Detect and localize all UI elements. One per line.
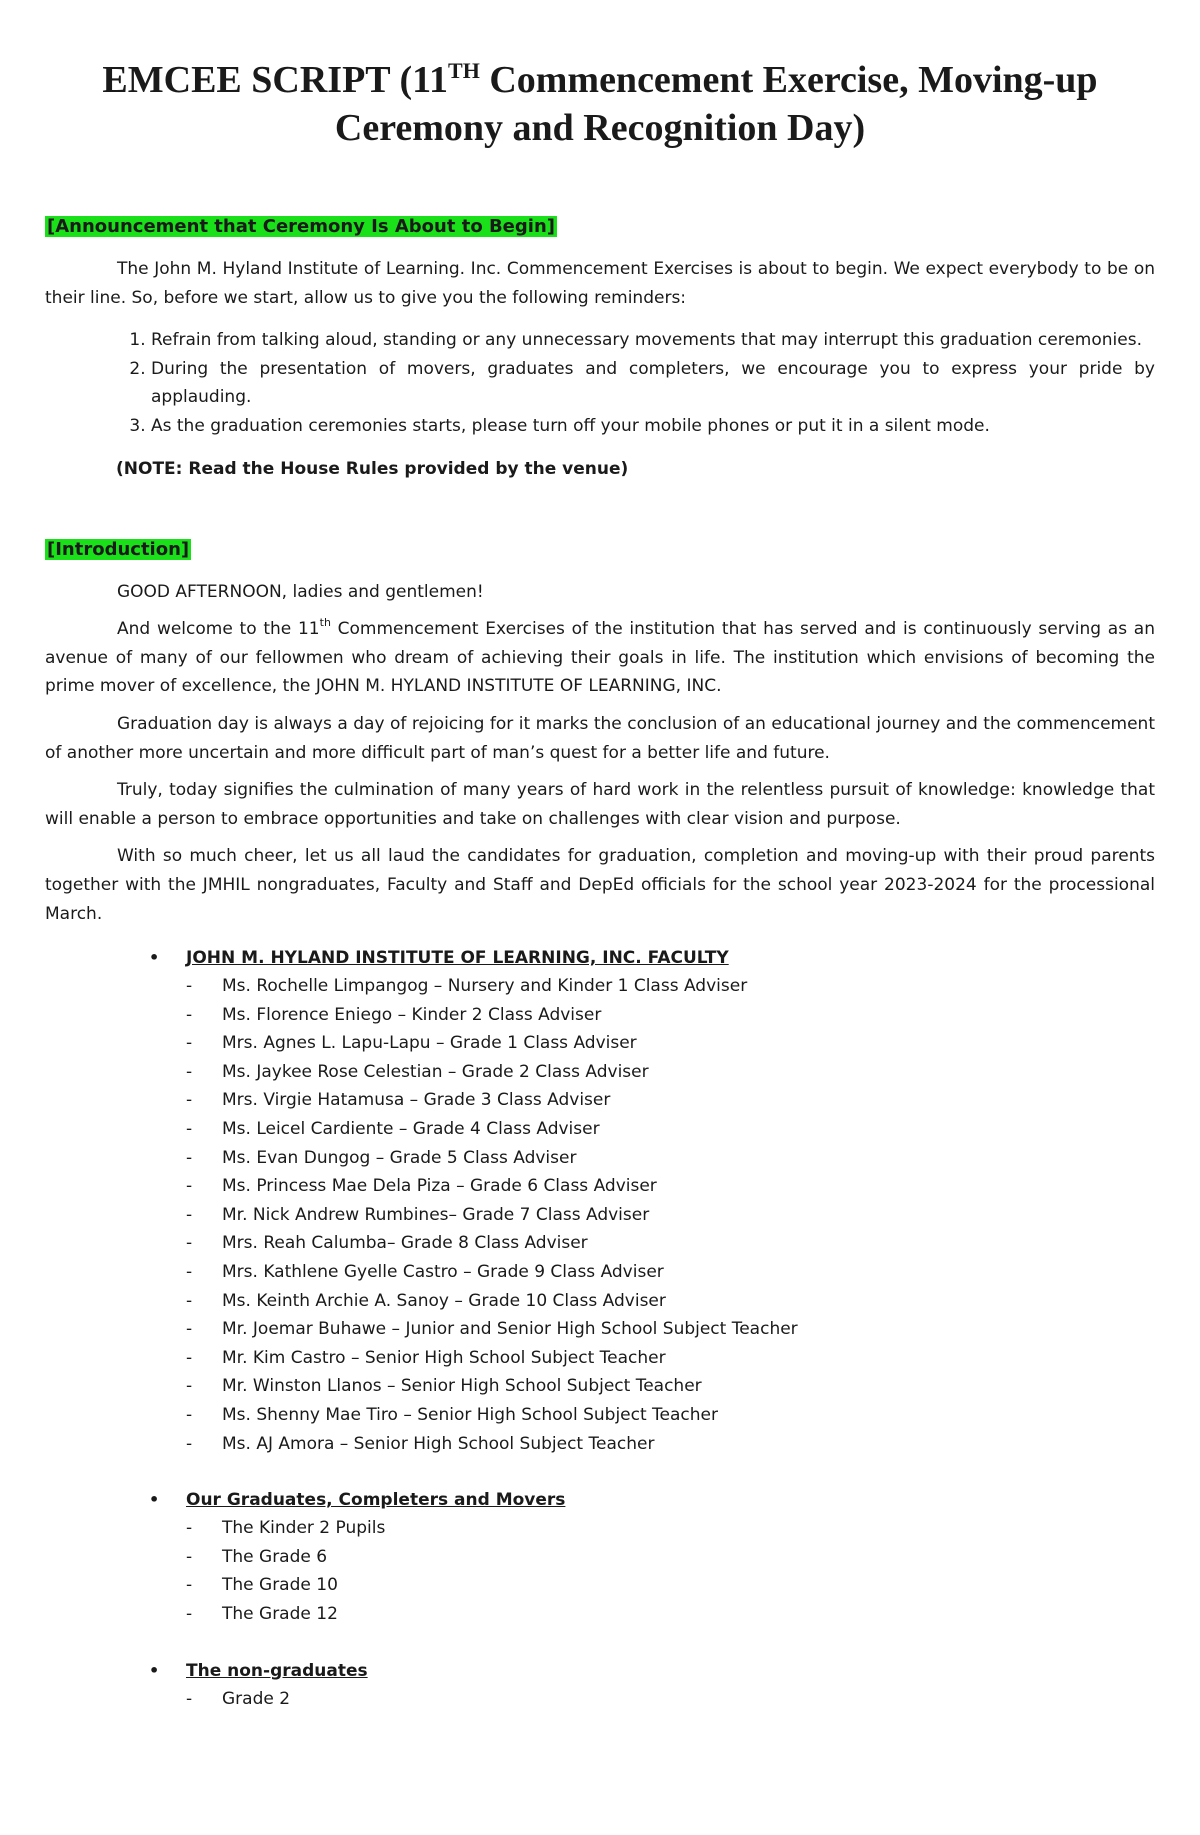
list-item-text: The Grade 6: [222, 1546, 328, 1567]
graduates-heading: [45, 1486, 1155, 1514]
dash-icon: -: [186, 1518, 193, 1539]
welcome-post: Commencement Exercises of the institution that has served and is continuously serving as an avenue of many of our fellowmen who dream of achieving their goals in life. The institution which envisions of becoming the prime mover of excellence, the JOHN M. HYLAND INSTITUTE OF LEARNING, INC.: [45, 619, 1155, 697]
announcement-heading-text: [Announcement that Ceremony Is About to Begin]: [47, 216, 555, 237]
dash-icon: -: [186, 1319, 193, 1340]
list-item-text: The Kinder 2 Pupils: [222, 1518, 386, 1539]
faculty-heading-text: JOHN M. HYLAND INSTITUTE OF LEARNING, INC. FACULTY: [186, 948, 729, 969]
greeting-paragraph: GOOD AFTERNOON, ladies and gentlemen!: [117, 581, 484, 602]
dash-icon: -: [186, 1233, 193, 1254]
nongraduates-heading-text: The non-graduates: [186, 1660, 368, 1681]
list-item-text: Mr. Kim Castro – Senior High School Subject Teacher: [222, 1347, 666, 1368]
list-item-text: Ms. Rochelle Limpangog – Nursery and Kinder 1 Class Adviser: [222, 976, 748, 997]
title-line1-post: Commencement Exercise, Moving-up: [479, 59, 1098, 101]
list-item: [45, 1115, 1155, 1144]
nongraduates-list: [45, 1685, 1155, 1714]
title-line2: Ceremony and Recognition Day): [334, 107, 866, 149]
list-item: [45, 1401, 1155, 1430]
list-item: [45, 972, 1155, 1001]
dash-icon: -: [186, 1433, 193, 1454]
dash-icon: -: [186, 1033, 193, 1054]
faculty-heading: [45, 944, 1155, 972]
dash-icon: -: [186, 1119, 193, 1140]
dash-icon: -: [186, 1290, 193, 1311]
list-item: [45, 1514, 1155, 1543]
list-item-text: Ms. AJ Amora – Senior High School Subject Teacher: [222, 1433, 655, 1454]
reminder-item: 2. During the presentation of movers, graduates and completers, we encourage you to express your pride by applauding.: [151, 355, 1155, 412]
list-item-text: Mrs. Reah Calumba– Grade 8 Class Adviser: [222, 1233, 588, 1254]
dash-icon: -: [186, 1546, 193, 1567]
dash-icon: -: [186, 1688, 193, 1709]
list-item-text: The Grade 12: [222, 1603, 338, 1624]
dash-icon: -: [186, 1347, 193, 1368]
list-item: [45, 1685, 1155, 1714]
list-item: [45, 1430, 1155, 1459]
dash-icon: -: [186, 1405, 193, 1425]
faculty-section: [45, 944, 1155, 1458]
graduates-section: [45, 1486, 1155, 1628]
reminders-list: [45, 326, 1155, 440]
nongraduates-section: [45, 1657, 1155, 1714]
list-item-text: Ms. Shenny Mae Tiro – Senior High School Subject Teacher: [222, 1405, 718, 1425]
dash-icon: -: [186, 1147, 193, 1168]
dash-icon: -: [186, 1176, 193, 1197]
list-item: [45, 1287, 1155, 1316]
dash-icon: -: [186, 1603, 193, 1624]
dash-icon: -: [186, 976, 193, 997]
list-item: [45, 1229, 1155, 1258]
house-rules-note: (NOTE: Read the House Rules provided by the venue): [116, 458, 629, 479]
document-title: [45, 0, 1155, 152]
list-item-text: The Grade 10: [222, 1575, 338, 1596]
faculty-list: [45, 972, 1155, 1458]
list-item: [45, 1600, 1155, 1629]
reminder-item: 3. As the graduation ceremonies starts, please turn off your mobile phones or put it in a silent mode.: [151, 412, 1155, 441]
reminder-item: 1. Refrain from talking aloud, standing or any unnecessary movements that may interrupt this graduation ceremonies.: [151, 326, 1155, 355]
list-item: [45, 1344, 1155, 1373]
list-item-text: Mr. Joemar Buhawe – Junior and Senior High School Subject Teacher: [222, 1319, 798, 1340]
bullet-icon: •: [149, 948, 160, 968]
list-item: [45, 1058, 1155, 1087]
list-item: [45, 1543, 1155, 1572]
list-item-text: Mrs. Kathlene Gyelle Castro – Grade 9 Class Adviser: [222, 1262, 664, 1283]
dash-icon: -: [186, 1004, 193, 1025]
announcement-heading: [45, 214, 1155, 240]
list-item: [45, 1201, 1155, 1230]
list-item: [45, 1571, 1155, 1600]
list-item-text: Ms. Keinth Archie A. Sanoy – Grade 10 Class Adviser: [222, 1290, 666, 1311]
welcome-pre: And welcome to the 11: [117, 619, 320, 640]
list-item-text: Grade 2: [222, 1688, 291, 1709]
introduction-heading: [45, 537, 1155, 563]
list-item: [45, 1258, 1155, 1287]
list-item: [45, 1001, 1155, 1030]
welcome-superscript: th: [319, 616, 331, 630]
dash-icon: -: [186, 1204, 193, 1225]
list-item-text: Ms. Leicel Cardiente – Grade 4 Class Adviser: [222, 1119, 600, 1140]
dash-icon: -: [186, 1262, 193, 1283]
list-item: [45, 1372, 1155, 1401]
list-item-text: Mr. Winston Llanos – Senior High School Subject Teacher: [222, 1376, 702, 1397]
dash-icon: -: [186, 1575, 193, 1596]
graduation-day-paragraph: Graduation day is always a day of rejoicing for it marks the conclusion of an educational journey and the commencement of another more uncertain and more difficult part of man’s quest for a better life and future.: [45, 713, 1155, 763]
title-line1-pre: EMCEE SCRIPT (11: [102, 59, 449, 101]
dash-icon: -: [186, 1090, 193, 1111]
nongraduates-heading: [45, 1657, 1155, 1685]
bullet-icon: •: [149, 1490, 160, 1510]
list-item: [45, 1315, 1155, 1344]
dash-icon: -: [186, 1061, 193, 1082]
list-item-text: Ms. Florence Eniego – Kinder 2 Class Adviser: [222, 1004, 602, 1025]
list-item: [45, 1086, 1155, 1115]
list-item-text: Ms. Princess Mae Dela Piza – Grade 6 Class Adviser: [222, 1176, 657, 1197]
announcement-intro: The John M. Hyland Institute of Learning. Inc. Commencement Exercises is about to begin. We expect everybody to be on their line. So, before we start, allow us to give you the following reminders:: [45, 259, 1155, 308]
list-item-text: Mrs. Virgie Hatamusa – Grade 3 Class Adviser: [222, 1090, 611, 1111]
list-item: [45, 1172, 1155, 1201]
list-item-text: Ms. Jaykee Rose Celestian – Grade 2 Class Adviser: [222, 1061, 649, 1082]
bullet-icon: •: [149, 1660, 160, 1680]
list-item-text: Ms. Evan Dungog – Grade 5 Class Adviser: [222, 1147, 577, 1168]
title-superscript: TH: [448, 58, 480, 83]
culmination-paragraph: Truly, today signifies the culmination of many years of hard work in the relentless pursuit of knowledge: knowledge that will enable a person to embrace opportunities and take on challenges with clear vision and purpose.: [45, 780, 1155, 829]
list-item-text: Mrs. Agnes L. Lapu-Lapu – Grade 1 Class Adviser: [222, 1033, 637, 1054]
welcome-paragraph: [45, 615, 1155, 701]
processional-paragraph: With so much cheer, let us all laud the candidates for graduation, completion and moving-up with their proud parents together with the JMHIL nongraduates, Faculty and Staff and DepEd officials for the school year 2023-2024 for the processional March.: [45, 846, 1155, 924]
introduction-heading-text: [Introduction]: [47, 538, 190, 560]
graduates-heading-text: Our Graduates, Completers and Movers: [186, 1490, 566, 1511]
graduates-list: [45, 1514, 1155, 1628]
dash-icon: -: [186, 1376, 193, 1397]
list-item-text: Mr. Nick Andrew Rumbines– Grade 7 Class Adviser: [222, 1204, 650, 1225]
list-item: [45, 1144, 1155, 1173]
list-item: [45, 1029, 1155, 1058]
